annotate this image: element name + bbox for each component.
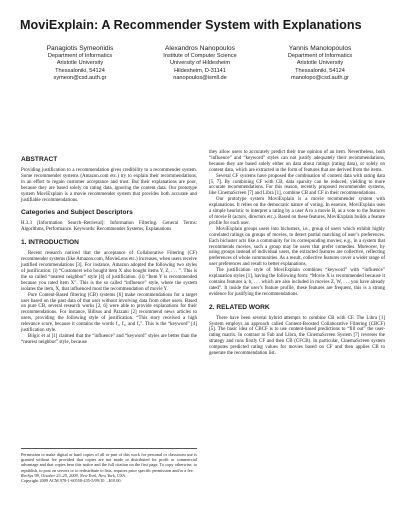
left-column	[21, 156, 197, 346]
author-1	[20, 45, 140, 82]
body-paragraph: Our prototype system MoviExplain is a movie recommender system with explanations. It relies on the democratic nature of voting. In essence, MoviExplain uses a simple heuristic to interpret a rating by a user A to a movie B, as a vote to the features of movie B (actors, directors etc.). Based on these features, MoviExplain builds a feature profile for each user.	[209, 197, 385, 226]
author-block	[20, 45, 380, 95]
footnote-permission: Permission to make digital or hard copies of all or part of this work for personal or classroom use is granted without fee provided that copies are not made or distributed for profit or commercial advantage and that copies bear this notice and the full citation on the first page. To copy otherwise, to republish, to post on servers or to redistribute to lists, requires prior specific permission and/or a fee.	[21, 452, 197, 473]
body-paragraph: MoviExplain groups users into biclusters, i.e., group of users which exhibit highly correlated ratings on groups of movies, to detect partial matching of user’s preferences. Each bicluster acts like a community for its corresponding movies; e.g., in a system that recommends movies, such a group may be users that prefer comedies. Moreover, by using groups instead of individual users, the extracted features are collective, reflecting preferences of whole communities. As a result, collective features cover a wider range of user preferences and result to better explanations.	[209, 226, 385, 268]
categories-text: H.3.3 [Information Search–Retrieval]: Information Filtering. General Terms: Algorithms, Performance. Keywords: Recommender Systems, Explanations	[21, 221, 197, 233]
footnote-copyright: Copyright 2009 ACM 978-1-60558-435-5/09/10 ...$10.00.	[21, 478, 122, 484]
author-2	[140, 45, 260, 82]
abstract-heading: ABSTRACT	[21, 156, 58, 163]
author-3	[260, 45, 380, 82]
author-dept: Department of Informatics	[47, 53, 113, 60]
author-addr: Thessaloniki, 54124	[295, 67, 345, 74]
author-addr: Thessaloniki, 54124	[55, 67, 105, 74]
abstract-text: Providing justification to a recommendation gives credibility to a recommender system. Some recommender systems (Amazon.com etc.) try to explain their recommendations, in an effort to regain customer acceptance and trust. But their explanations are poor, because they are based solely on rating data, ignoring the content data. Our prototype system MoviExplain is a movie recommender system that provides both accurate and justifiable recommendations.	[21, 168, 197, 203]
author-org: University of Hildesheim	[170, 60, 230, 67]
right-column	[209, 150, 385, 357]
author-addr: Hildesheim, D-31141	[174, 67, 226, 74]
author-email: nanopoulos@ismll.de	[173, 74, 227, 81]
related-work-heading: 2. RELATED WORK	[209, 303, 270, 311]
author-dept: Department of Informatics	[287, 53, 353, 60]
body-paragraph: they allow users to accurately predict their true opinion of an item. Nevertheless, both “influence” and “keyword” styles can not justify adequately their recommendations, because they are based solely either on data about ratings (rating data), or solely on content data, which are extracted in the form of features that are derived from the items.	[209, 150, 385, 173]
categories-heading: Categories and Subject Descriptors	[21, 209, 133, 217]
footnote-venue: RecSys’09, October 23–25, 2009, New York, New York, USA.	[21, 472, 126, 478]
author-org: Aristotle University	[56, 60, 104, 67]
body-paragraph: The justification style of MoviExplain combines “keyword” with “influence” explanation styles [1], having the following form: “Movie X is recommended because it contains features a, b, . . . which are also included in movies Z, W, . . . you have already rated”. It inside the user’s feature profile, these features are frequent, this is a strong evidence for justifying the recommendations.	[209, 268, 385, 297]
intro-heading: 1. INTRODUCTION	[21, 239, 79, 247]
related-work-paragraph: There have been several hybrid attempts to combine CB with CF. The Libra [1] System employs an approach called Content-Boosted Collaborative Filtering (CBCF) [5]. The basic idea of CBCF is to use content-based predictions to “fill out” the user-rating matrix. In contrast to Fab and Libra, the CinemaScreen System [7] reverses the strategy and runs firstly CF and then CB (CFCB). In particular, CinemaScreen system computes predicted rating values for movies based on CF and then applies CB to generate the recommendation list.	[209, 315, 385, 357]
author-org: Aristotle University	[296, 60, 344, 67]
intro-paragraph: Bilgic et al [1] claimed that the “influence” and “keyword” styles are better than the “nearest neighbor” style, because	[21, 333, 197, 345]
intro-paragraph: Recent research noticed that the acceptance of Collaborative Filtering (CF) recommender systems (like Amazon.com, MovieLens etc.) increases, when users receive justified recommendations [3]. For instance, Amazon adopted the following two styles of justification: (i) “Customers who bought item X also bought items Y, Z, . . . ”. This is the so called “nearest neighbor” style [4] of justification. (ii) “Item Y is recommended because you rated item X”. This is the so called “influence” style, where the system isolates the item, X, that influenced most the recommendation of movie Y.	[21, 251, 197, 292]
body-paragraph: Several CF systems have proposed the combination of content data with rating data [5, 7]. By combining CF with CB, data sparsity can be reduced, yielding to more accurate recommendations. For this reason, recently proposed recommender systems, like CinemaScreen [7] and Libra [1], combine CB and CF in their recommendations.	[209, 173, 385, 197]
copyright-footnote	[21, 448, 197, 483]
paper-title: MoviExplain: A Recommender System with Explanations	[20, 18, 362, 32]
author-email: symeon@csd.auth.gr	[53, 74, 107, 81]
author-name: Panagiotis Symeonidis	[46, 45, 114, 52]
author-name: Yannis Manolopoulos	[288, 45, 352, 52]
intro-paragraph: Pure Content-Based filtering (CB) systems [6] make recommendations for a target user based on the past data of that user without involving data from other users. Based on pure CB, several research works [2, 6] were able to provide explanations for their recommendations. For instance, Billsus and Pazzani [2] recommend news articles to users, providing the following style of justification. “This story received a high relevance score, because it contains the words f₁, f₂, and f₃”. This is the “keyword” [4] justification style.	[21, 292, 197, 334]
author-dept: Institute of Computer Science	[163, 53, 237, 60]
author-email: manolopo@csd.auth.gr	[291, 74, 349, 81]
author-name: Alexandros Nanopoulos	[164, 45, 235, 52]
